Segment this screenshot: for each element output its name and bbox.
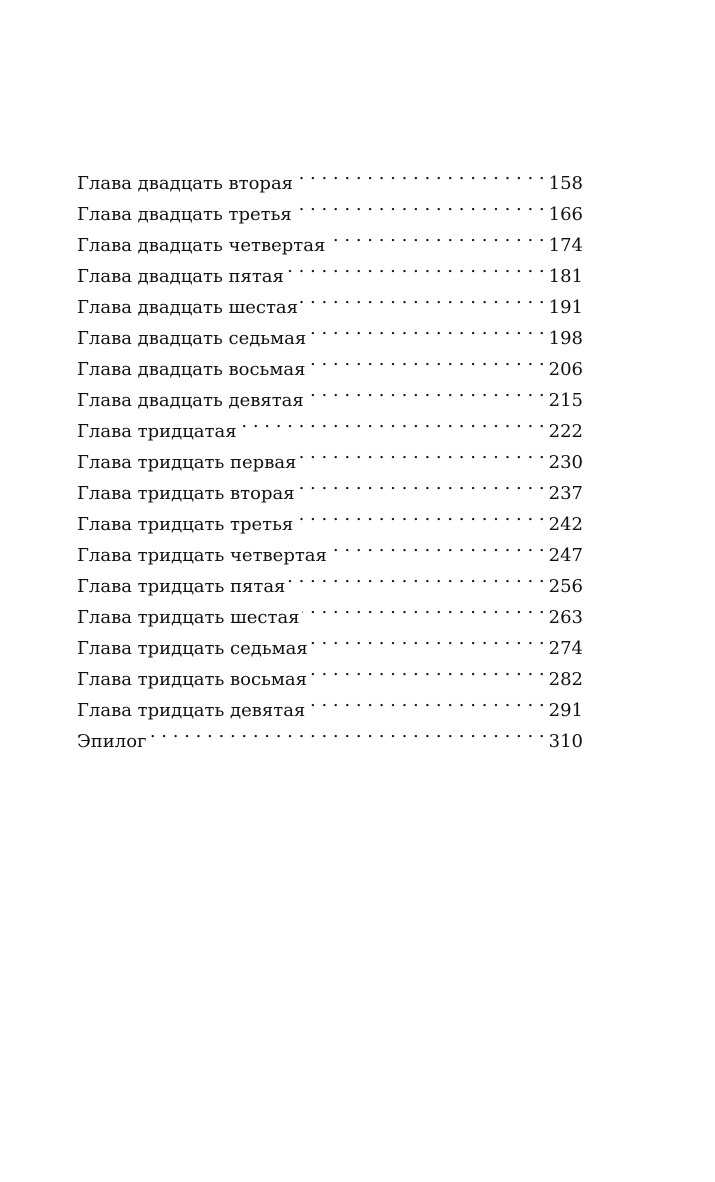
toc-entry-title: Глава тридцать первая <box>77 452 297 473</box>
toc-entry-title: Глава двадцать восьмая <box>77 359 306 380</box>
toc-dot-leader <box>286 251 545 282</box>
toc-entry-title: Глава двадцать девятая <box>77 390 304 411</box>
toc-entry-page: 242 <box>548 514 583 535</box>
toc-dot-leader <box>302 592 545 623</box>
toc-entry <box>77 716 583 752</box>
toc-entry-page: 230 <box>548 452 583 473</box>
toc-entry-title: Глава тридцать пятая <box>77 576 286 597</box>
toc-dot-leader <box>295 499 544 530</box>
toc-entry-title: Глава тридцатая <box>77 421 237 442</box>
toc-entry-page: 215 <box>548 390 583 411</box>
toc-entry-page: 174 <box>548 235 583 256</box>
toc-entry-page: 247 <box>548 545 583 566</box>
toc-dot-leader <box>310 623 545 654</box>
toc-entry-page: 282 <box>548 669 583 690</box>
toc-dot-leader <box>287 561 544 592</box>
toc-entry-title: Глава двадцать шестая <box>77 297 299 318</box>
toc-entry-page: 191 <box>548 297 583 318</box>
toc-entry-title: Глава двадцать третья <box>77 204 292 225</box>
toc-entry-page: 291 <box>548 700 583 721</box>
toc-entry-page: 263 <box>548 607 583 628</box>
toc-entry <box>77 158 583 194</box>
toc-entry-title: Глава тридцать девятая <box>77 700 306 721</box>
toc-entry-page: 222 <box>548 421 583 442</box>
toc-entry-page: 166 <box>548 204 583 225</box>
toc-dot-leader <box>300 282 545 313</box>
toc-entry-title: Глава тридцать вторая <box>77 483 295 504</box>
toc-dot-leader <box>295 158 545 189</box>
toc-entry-title: Глава тридцать четвертая <box>77 545 327 566</box>
toc-entry-page: 181 <box>548 266 583 287</box>
toc-entry-title: Глава двадцать пятая <box>77 266 284 287</box>
toc-entry-title: Глава двадцать седьмая <box>77 328 307 349</box>
toc-entry-page: 206 <box>548 359 583 380</box>
toc-dot-leader <box>148 716 544 747</box>
toc-dot-leader <box>294 189 545 220</box>
toc-dot-leader <box>307 344 544 375</box>
toc-dot-leader <box>307 685 544 716</box>
toc-entry-page: 274 <box>548 638 583 659</box>
toc-dot-leader <box>306 375 545 406</box>
toc-entry-title: Глава тридцать восьмая <box>77 669 307 690</box>
toc-entry-page: 237 <box>548 483 583 504</box>
toc-entry-page: 256 <box>548 576 583 597</box>
toc-dot-leader <box>327 220 544 251</box>
toc-entry-title: Глава двадцать вторая <box>77 173 294 194</box>
toc-dot-leader <box>309 654 545 685</box>
toc-entry-title: Глава двадцать четвертая <box>77 235 326 256</box>
toc-dot-leader <box>298 437 544 468</box>
toc-entry-title: Эпилог <box>77 731 147 752</box>
toc-dot-leader <box>308 313 544 344</box>
toc-dot-leader <box>239 406 545 437</box>
toc-entry-page: 158 <box>548 173 583 194</box>
toc-dot-leader <box>297 468 545 499</box>
toc-entry-title: Глава тридцать третья <box>77 514 294 535</box>
toc-entry-page: 198 <box>548 328 583 349</box>
toc-entry-title: Глава тридцать шестая <box>77 607 300 628</box>
toc-entry-page: 310 <box>548 731 583 752</box>
toc-dot-leader <box>329 530 545 561</box>
table-of-contents <box>77 158 583 752</box>
toc-entry-title: Глава тридцать седьмая <box>77 638 308 659</box>
